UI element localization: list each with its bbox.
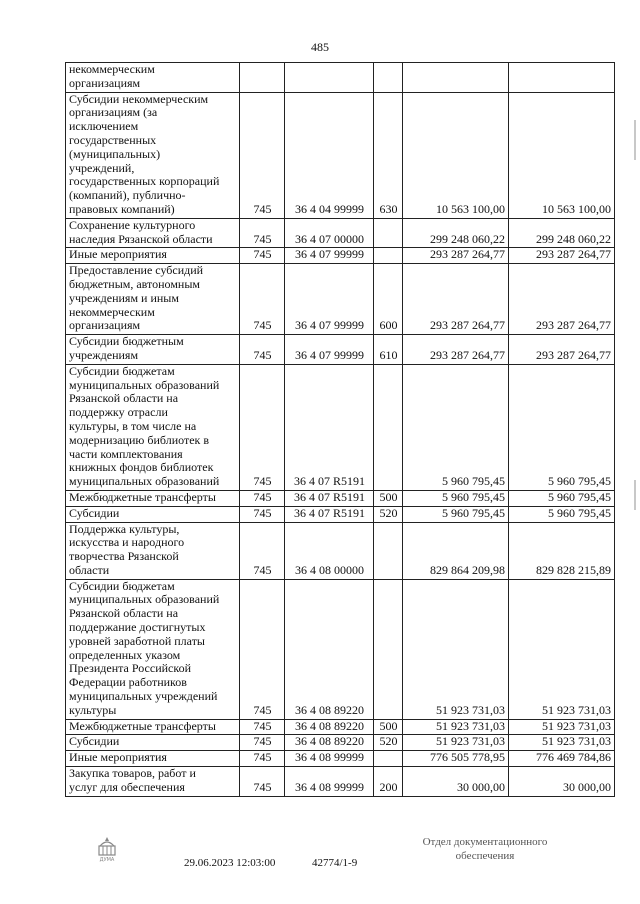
cell-sum-2: 299 248 060,22 [509,218,615,248]
cell-name: Сохранение культурного наследия Рязанской области [66,218,240,248]
cell-sum-1: 30 000,00 [403,767,509,797]
cell-name: Субсидии бюджетам муниципальных образований Рязанской области на поддержание достигнутых уровней заработной платы определенных указом Президента Российской Федерации работников муниципальных учреждений культуры [66,579,240,719]
cell-ved: 745 [240,490,285,506]
cell-csr: 36 4 08 89220 [285,579,374,719]
cell-name: Закупка товаров, работ и услуг для обеспечения [66,767,240,797]
cell-csr: 36 4 04 99999 [285,92,374,218]
cell-vr: 520 [374,735,403,751]
cell-name: Субсидии бюджетам муниципальных образований Рязанской области на поддержку отрасли культуры, в том числе на модернизацию библиотек в части комплектования книжных фондов библиотек муниципальных образований [66,364,240,490]
cell-name: Межбюджетные трансферты [66,719,240,735]
table-row [66,506,615,522]
cell-ved: 745 [240,335,285,365]
cell-ved: 745 [240,579,285,719]
cell-sum-2: 293 287 264,77 [509,248,615,264]
table-row [66,218,615,248]
cell-sum-1: 293 287 264,77 [403,335,509,365]
cell-sum-2: 51 923 731,03 [509,719,615,735]
cell-vr: 500 [374,719,403,735]
cell-csr: 36 4 08 99999 [285,751,374,767]
cell-vr [374,751,403,767]
cell-vr [374,248,403,264]
cell-name: некоммерческим организациям [66,63,240,93]
cell-ved: 745 [240,719,285,735]
cell-sum-1: 5 960 795,45 [403,506,509,522]
cell-csr: 36 4 07 R5191 [285,490,374,506]
cell-vr: 520 [374,506,403,522]
cell-vr: 600 [374,264,403,335]
cell-sum-1 [403,63,509,93]
cell-vr [374,364,403,490]
cell-sum-1: 51 923 731,03 [403,735,509,751]
scan-edge-mark [634,120,636,160]
table-row [66,719,615,735]
cell-sum-2: 51 923 731,03 [509,579,615,719]
budget-table [65,62,615,797]
cell-ved: 745 [240,751,285,767]
cell-sum-1: 10 563 100,00 [403,92,509,218]
cell-sum-2 [509,63,615,93]
cell-name: Иные мероприятия [66,248,240,264]
cell-sum-1: 829 864 209,98 [403,522,509,579]
cell-ved [240,63,285,93]
logo-text: ДУМА [99,857,115,863]
cell-csr: 36 4 08 89220 [285,735,374,751]
cell-sum-1: 293 287 264,77 [403,248,509,264]
cell-sum-2: 293 287 264,77 [509,264,615,335]
cell-sum-1: 293 287 264,77 [403,264,509,335]
cell-csr: 36 4 08 99999 [285,767,374,797]
table-row [66,767,615,797]
cell-sum-2: 5 960 795,45 [509,364,615,490]
table-row [66,63,615,93]
cell-sum-2: 51 923 731,03 [509,735,615,751]
stamp-label: Отдел документационного обеспечения [422,836,548,862]
cell-csr [285,63,374,93]
cell-sum-2: 5 960 795,45 [509,506,615,522]
footer-doc-number: 42774/1-9 [312,857,358,869]
cell-csr: 36 4 07 99999 [285,335,374,365]
cell-vr [374,63,403,93]
table-row [66,751,615,767]
cell-vr [374,579,403,719]
cell-sum-2: 30 000,00 [509,767,615,797]
cell-csr: 36 4 07 99999 [285,248,374,264]
cell-csr: 36 4 07 R5191 [285,506,374,522]
cell-name: Иные мероприятия [66,751,240,767]
cell-sum-2: 293 287 264,77 [509,335,615,365]
cell-name: Поддержка культуры, искусства и народного творчества Рязанской области [66,522,240,579]
duma-logo-icon [92,834,122,864]
table-row [66,335,615,365]
cell-name: Субсидии некоммерческим организациям (за исключением государственных (муниципальных) учреждений, государственных корпораций (компаний), публично- правовых компаний) [66,92,240,218]
cell-sum-1: 51 923 731,03 [403,719,509,735]
cell-sum-1: 776 505 778,95 [403,751,509,767]
table-row [66,264,615,335]
table-row [66,522,615,579]
cell-vr: 200 [374,767,403,797]
cell-sum-2: 5 960 795,45 [509,490,615,506]
page-number: 485 [311,40,329,54]
cell-sum-1: 5 960 795,45 [403,490,509,506]
cell-csr: 36 4 07 00000 [285,218,374,248]
table-row [66,364,615,490]
cell-ved: 745 [240,735,285,751]
cell-name: Предоставление субсидий бюджетным, автономным учреждениям и иным некоммерческим организациям [66,264,240,335]
cell-sum-2: 776 469 784,86 [509,751,615,767]
cell-csr: 36 4 08 00000 [285,522,374,579]
cell-ved: 745 [240,364,285,490]
footer-datetime: 29.06.2023 12:03:00 [184,857,276,869]
cell-ved: 745 [240,506,285,522]
cell-vr: 500 [374,490,403,506]
cell-sum-1: 299 248 060,22 [403,218,509,248]
cell-name: Субсидии [66,506,240,522]
cell-ved: 745 [240,767,285,797]
stamp-text [405,835,565,863]
cell-csr: 36 4 07 R5191 [285,364,374,490]
table-row [66,92,615,218]
cell-name: Субсидии бюджетным учреждениям [66,335,240,365]
cell-vr [374,522,403,579]
cell-vr [374,218,403,248]
cell-name: Межбюджетные трансферты [66,490,240,506]
cell-ved: 745 [240,264,285,335]
cell-vr: 610 [374,335,403,365]
cell-ved: 745 [240,248,285,264]
cell-sum-2: 10 563 100,00 [509,92,615,218]
cell-ved: 745 [240,522,285,579]
table-row [66,490,615,506]
table-body [66,63,615,797]
cell-name: Субсидии [66,735,240,751]
scan-edge-mark [634,480,636,510]
cell-sum-1: 51 923 731,03 [403,579,509,719]
cell-sum-2: 829 828 215,89 [509,522,615,579]
cell-csr: 36 4 08 89220 [285,719,374,735]
table-row [66,735,615,751]
cell-vr: 630 [374,92,403,218]
table-row [66,579,615,719]
table-row [66,248,615,264]
cell-ved: 745 [240,92,285,218]
cell-ved: 745 [240,218,285,248]
cell-sum-1: 5 960 795,45 [403,364,509,490]
cell-csr: 36 4 07 99999 [285,264,374,335]
